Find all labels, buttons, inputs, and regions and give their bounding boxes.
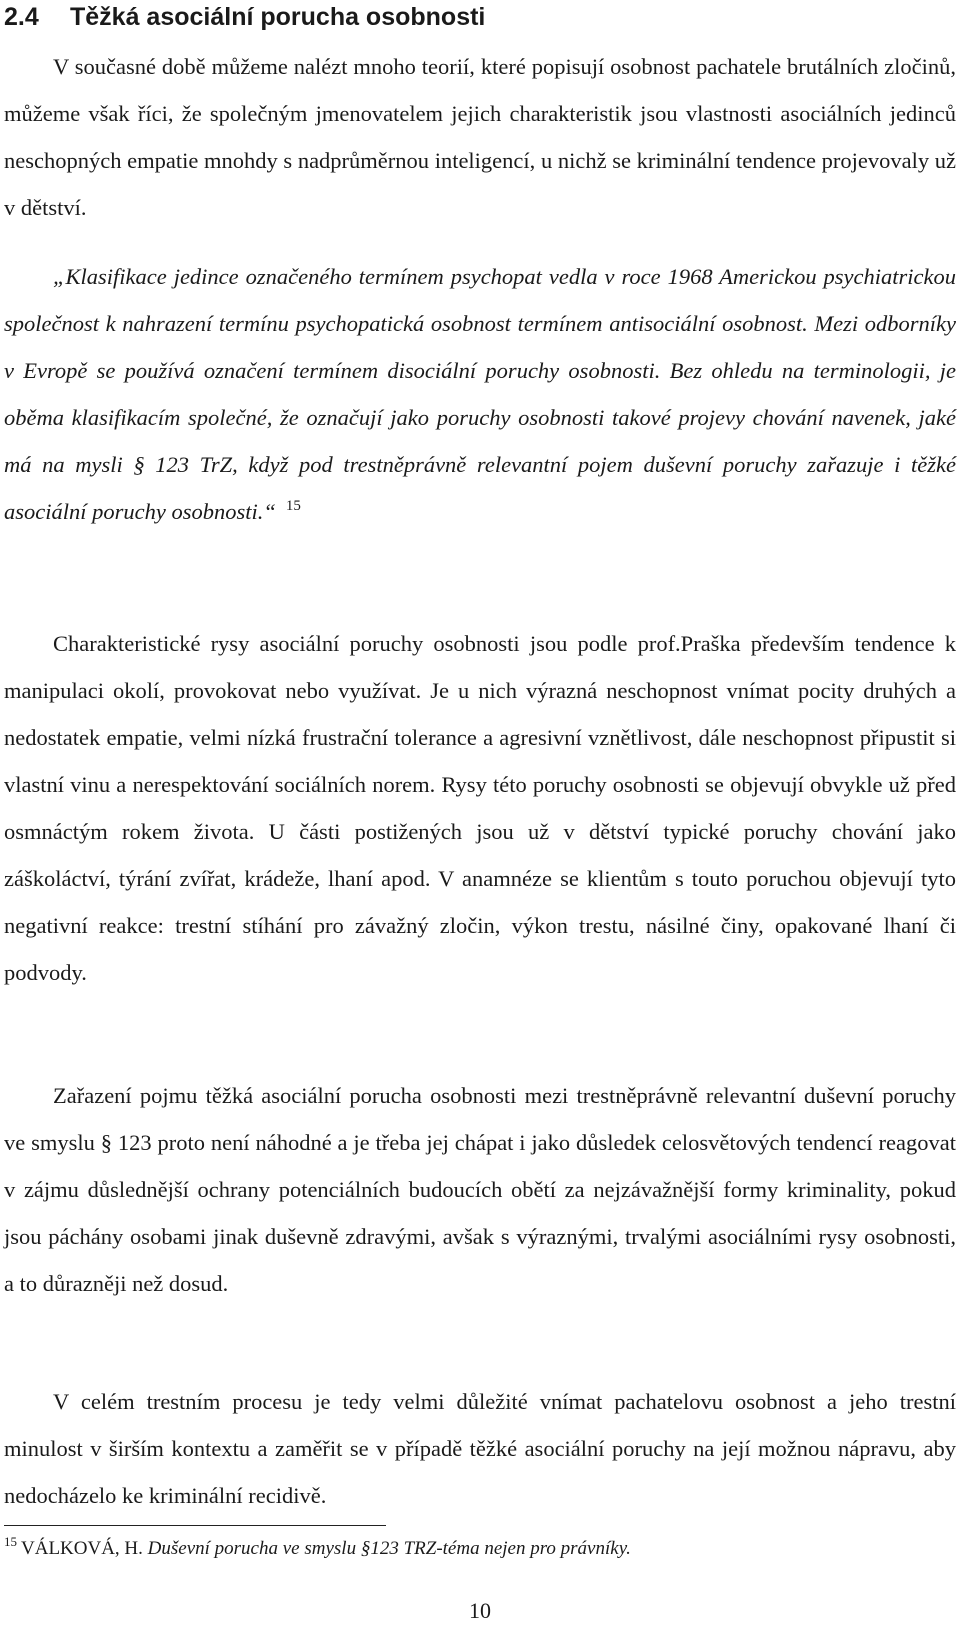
- section-number: 2.4: [4, 3, 39, 31]
- paragraph-classification: Zařazení pojmu těžká asociální porucha osobnosti mezi trestněprávně relevantní duševní poruchy ve smyslu § 123 proto není náhodné a je třeba jej chápat i jako důsledek celosvětových tendencí reagovat v zájmu důslednější ochrany potenciálních budoucích obětí za nejzávažnější formy kriminality, pokud jsou páchány osobami jinak duševně zdravými, avšak s výraznými, trvalými asociálními rysy osobnosti, a to důrazněji než dosud.: [4, 1083, 956, 1296]
- document-page: [4, 0, 956, 1630]
- quote-text: „Klasifikace jedince označeného termínem psychopat vedla v roce 1968 Americkou psychiatrickou společnost k nahrazení termínu psychopatická osobnost termínem antisociální osobnost. Mezi odborníky v Evropě se používá označení termínem disociální poruchy osobnosti. Bez ohledu na terminologii, je oběma klasifikacím společné, že označují jako poruchy osobnosti takové projevy chování navenek, jaké má na mysli § 123 TrZ, když pod trestněprávně relevantní pojem duševní poruchy zařazuje i těžké asociální poruchy osobnosti.“: [4, 264, 956, 524]
- footnote-title: Duševní porucha ve smyslu §123 TRZ-téma nejen pro právníky.: [147, 1538, 631, 1559]
- footnote-separator: [4, 1525, 386, 1526]
- section-title: Těžká asociální porucha osobnosti: [70, 3, 486, 31]
- section-heading: [4, 2, 956, 32]
- paragraph-traits: Charakteristické rysy asociální poruchy osobnosti jsou podle prof.Praška především tendence k manipulaci okolí, provokovat nebo využívat. Je u nich výrazná neschopnost vnímat pocity druhých a nedostatek empatie, velmi nízká frustrační tolerance a agresivní vznětlivost, dále neschopnost připustit si vlastní vinu a nerespektování sociálních norem. Rysy této poruchy osobnosti se objevují obvykle už před osmnáctým rokem života. U části postižených jsou už v dětství typické poruchy chování jako záškoláctví, týrání zvířat, krádeže, lhaní apod. V anamnéze se klientům s touto poruchou objevují tyto negativní reakce: trestní stíhání pro závažný zločin, výkon trestu, násilné činy, opakované lhaní či podvody.: [4, 631, 956, 985]
- paragraph-conclusion: V celém trestním procesu je tedy velmi důležité vnímat pachatelovu osobnost a jeho trestní minulost v širším kontextu a zaměřit se v případě těžké asociální poruchy na její možnou nápravu, aby nedocházelo ke kriminální recidivě.: [4, 1389, 956, 1508]
- footnote-reference[interactable]: 15: [285, 498, 301, 514]
- footnote-author: VÁLKOVÁ, H.: [21, 1538, 143, 1559]
- paragraph-quote: [4, 253, 956, 535]
- footnote: [4, 1535, 956, 1563]
- paragraph-intro: V současné době můžeme nalézt mnoho teorií, které popisují osobnost pachatele brutálních zločinů, můžeme však říci, že společným jmenovatelem jejich charakteristik jsou vlastnosti asociálních jedinců neschopných empatie mnohdy s nadprůměrnou inteligencí, u nichž se kriminální tendence projevovaly už v dětství.: [4, 54, 956, 220]
- footnote-number: 15: [4, 1534, 17, 1549]
- page-number: 10: [469, 1598, 491, 1623]
